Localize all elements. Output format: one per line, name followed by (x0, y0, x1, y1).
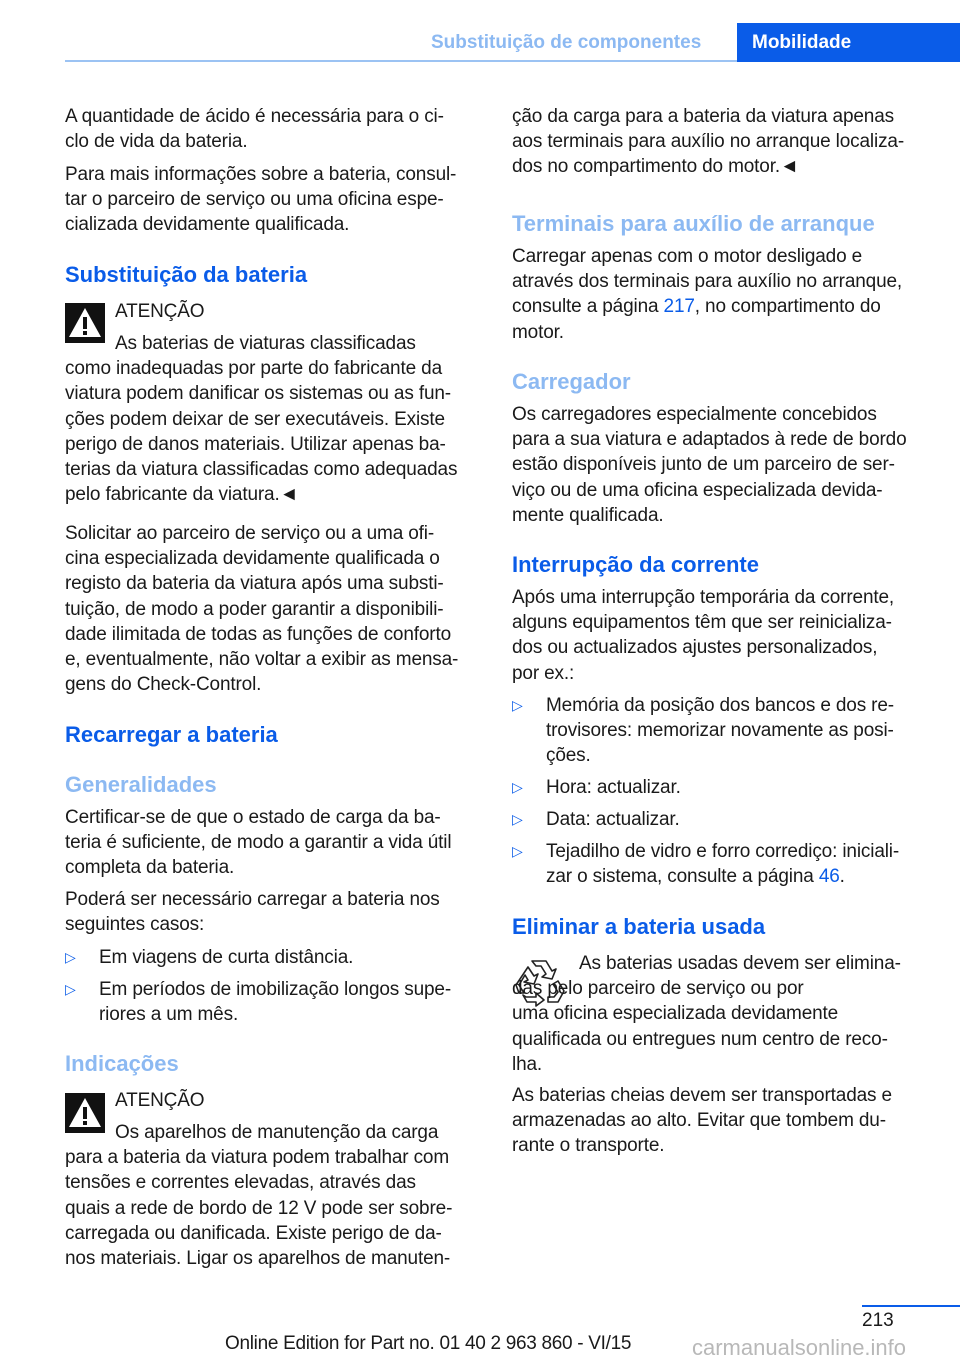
header-chapter-tab: Mobilidade (737, 23, 960, 62)
bullet-triangle-icon: ▷ (512, 779, 523, 795)
paragraph: As baterias usadas devem ser elimina- das pelo parceiro de serviço ou por uma oficina especializada devidamente qualificada ou entregues num centro de reco- lha. (512, 953, 901, 1075)
paragraph: A quantidade de ácido é necessária para o ci- clo de vida da bateria. (65, 106, 444, 153)
list-item (512, 839, 899, 889)
list-item (65, 945, 353, 970)
list-item-text: Em períodos de imobilização longos supe- riores a um mês. (99, 979, 452, 1026)
warning-title: ATENÇÃO (115, 1090, 205, 1111)
paragraph: Os carregadores especialmente concebidos para a sua viatura e adaptados à rede de bordo estão disponíveis junto de um parceiro de ser- viço ou de uma oficina especializada devida- mente qualificada. (512, 404, 907, 526)
bullet-triangle-icon: ▷ (65, 949, 76, 965)
heading-interrupcao-corrente: Interrupção da corrente (512, 552, 759, 577)
list-item (512, 775, 681, 800)
page-number: 213 (862, 1310, 894, 1331)
paragraph: ção da carga para a bateria da viatura apenas aos terminais para auxílio no arranque localiza- dos no compartimento do motor.◄ (512, 106, 905, 178)
bullet-triangle-icon: ▷ (65, 981, 76, 997)
page-link-46[interactable]: 46 (818, 866, 840, 888)
warning-title: ATENÇÃO (115, 301, 205, 322)
list-item-text: Memória da posição dos bancos e dos re- trovisores: memorizar novamente as posi- ções. (546, 695, 894, 767)
bullet-triangle-icon: ▷ (512, 697, 523, 713)
paragraph: As baterias cheias devem ser transportadas e armazenadas ao alto. Evitar que tombem du- rante o transporte. (512, 1085, 892, 1157)
text: . (839, 866, 845, 888)
list-item-text: Data: actualizar. (546, 809, 680, 830)
heading-recarregar-bateria: Recarregar a bateria (65, 722, 278, 747)
list-item (512, 693, 894, 769)
bullet-triangle-icon: ▷ (512, 843, 523, 859)
warning-text: As baterias de viaturas classificadas como inadequadas por parte do fabricante da viatura podem danificar os sistemas ou as fun- ções podem deixar de ser executáveis. Existe perigo de danos materiais. Utilizar apenas ba- terias da viatura classificadas como adequadas pelo fabricante da viatura.◄ (65, 333, 458, 506)
paragraph: Solicitar ao parceiro de serviço ou a uma ofi- cina especializada devidamente qualificada o registo da bateria da viatura após uma substi- tuição, de modo a poder garantir a disponibili- dade ilimitada de todas as funções de conforto e, eventualmente, não voltar a exibir as mensa- gens do Check-Control. (65, 523, 459, 696)
edition-text: Online Edition for Part no. 01 40 2 963 860 - VI/15 (225, 1333, 632, 1354)
footer-divider (862, 1305, 960, 1307)
header-section-title: Substituição de componentes (431, 32, 702, 53)
subheading-carregador: Carregador (512, 369, 631, 394)
list-item-text: Tejadilho de vidro e forro corrediço: iniciali- zar o sistema, consulte a página (546, 841, 900, 888)
watermark: carmanualsonline.info (692, 1335, 907, 1360)
list-item-text: Hora: actualizar. (546, 777, 681, 798)
text: Carregar apenas com o motor desligado e através dos terminais para auxílio no arranque, consulte a página (512, 246, 903, 318)
list-item-text: Em viagens de curta distância. (99, 947, 354, 968)
paragraph (512, 244, 942, 345)
text: , no compartimento do motor. (512, 296, 881, 343)
list-item (65, 977, 451, 1027)
bullet-triangle-icon: ▷ (512, 811, 523, 827)
paragraph: Para mais informações sobre a bateria, consul- tar o parceiro de serviço ou uma oficina espe- cializada devidamente qualificada. (65, 164, 457, 236)
paragraph: Certificar-se de que o estado de carga da ba- teria é suficiente, de modo a garantir a vida útil completa da bateria. (65, 807, 452, 879)
list-item (512, 807, 680, 832)
heading-eliminar-bateria: Eliminar a bateria usada (512, 914, 766, 939)
paragraph: Poderá ser necessário carregar a bateria nos seguintes casos: (65, 889, 440, 936)
header-divider (65, 60, 737, 62)
subheading-generalidades: Generalidades (65, 772, 217, 797)
heading-substituicao-bateria: Substituição da bateria (65, 262, 308, 287)
subheading-terminais: Terminais para auxílio de arranque (512, 211, 875, 236)
warning-text: Os aparelhos de manutenção da carga para a bateria da viatura podem trabalhar com tensões e correntes elevadas, através das quais a rede de bordo de 12 V pode ser sobre- carregada ou danificada. Existe perigo de da- nos materiais. Ligar os aparelhos de manuten- (65, 1122, 453, 1270)
paragraph: Após uma interrupção temporária da corrente, alguns equipamentos têm que ser reinicializa- dos ou actualizados ajustes personalizados, por ex.: (512, 587, 895, 684)
page-link-217[interactable]: 217 (663, 296, 695, 318)
subheading-indicacoes: Indicações (65, 1051, 179, 1076)
